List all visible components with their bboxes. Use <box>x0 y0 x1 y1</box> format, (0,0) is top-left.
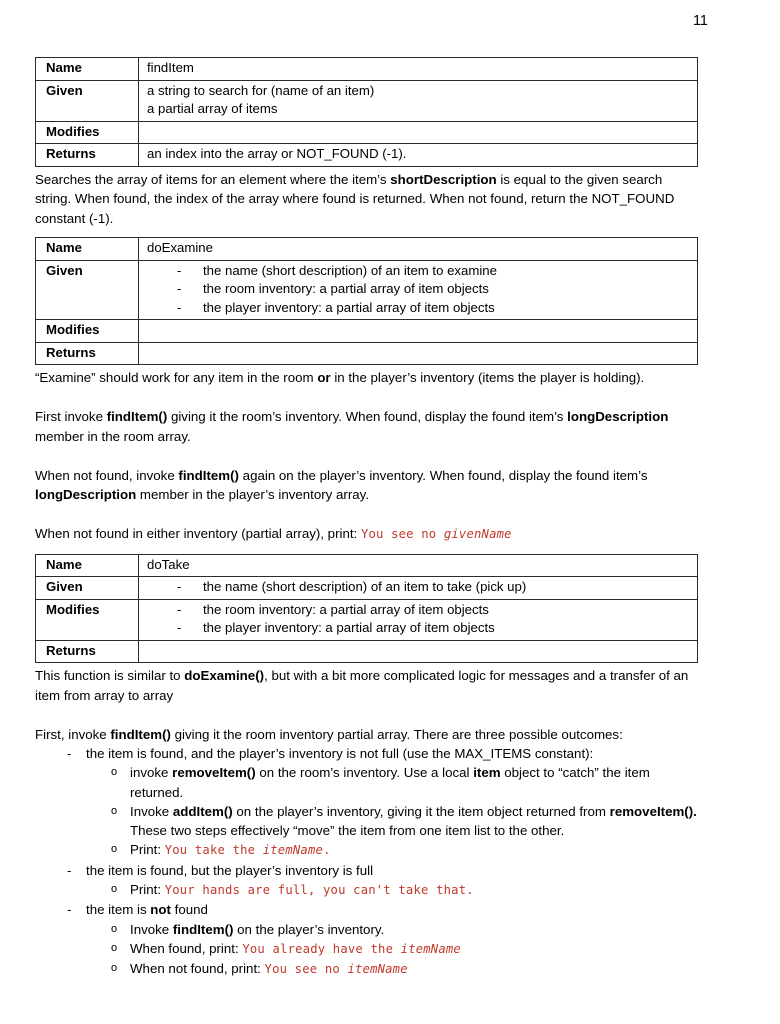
table-row <box>36 80 698 121</box>
dash-bullet: - <box>177 601 182 617</box>
row-label: Given <box>36 260 139 320</box>
list-item <box>86 939 698 959</box>
row-label: Name <box>36 238 139 261</box>
list-item <box>86 920 698 939</box>
row-label: Modifies <box>36 121 139 144</box>
circle-bullet-icon: o <box>111 843 118 856</box>
circle-bullet-icon: o <box>111 766 118 779</box>
dash-bullet: - <box>177 579 182 594</box>
list-item <box>86 802 698 841</box>
table-row <box>36 599 698 640</box>
note-bold-finditem: findItem() <box>110 726 171 742</box>
table-row <box>36 58 698 81</box>
row-value-line: a partial array of items <box>147 101 278 116</box>
step-bold-removeitem: removeItem(). <box>609 803 697 819</box>
row-value <box>139 320 698 343</box>
table-row <box>36 342 698 365</box>
doExamine-spec-table <box>35 237 698 365</box>
list-item <box>147 619 697 638</box>
circle-bullet-icon: o <box>111 883 118 896</box>
doTake-spec-table <box>35 554 698 664</box>
table-row <box>36 144 698 167</box>
note-text: member in the player’s inventory array. <box>136 487 370 502</box>
outcome-sublist <box>86 763 698 860</box>
row-value <box>139 80 698 121</box>
step-text: Invoke <box>130 803 173 819</box>
row-value <box>139 640 698 663</box>
row-value: doTake <box>139 554 698 577</box>
note-bold-finditem: findItem() <box>106 409 168 424</box>
note-bold-or: or <box>317 370 331 385</box>
note-bold-longdescription: longDescription <box>35 487 137 502</box>
findItem-spec-table <box>35 57 698 167</box>
row-value <box>139 260 698 320</box>
desc-text: is equal to the given search string. When found, the index of the array where found is returned. When not found, return the NOT_FOUND constant (-1). <box>35 171 675 226</box>
doTake-note-1 <box>35 666 698 705</box>
step-bold-additem: addItem() <box>172 803 233 819</box>
circle-bullet-icon: o <box>111 941 118 954</box>
circle-bullet-icon: o <box>111 922 118 935</box>
step-text: Print: <box>130 882 165 898</box>
note-text: First, invoke <box>35 726 111 742</box>
doTake-note-2 <box>35 725 698 745</box>
list-item <box>147 601 697 620</box>
note-bold-finditem: findItem() <box>178 467 239 483</box>
step-bold-item: item <box>473 765 501 781</box>
table-row <box>36 238 698 261</box>
doExamine-note-3 <box>35 466 698 505</box>
page-number: 11 <box>692 13 708 29</box>
code-output-placeholder: givenName <box>443 527 512 541</box>
note-text: again on the player’s inventory. When found, display the found item’s <box>238 467 648 483</box>
code-output-placeholder: itemName <box>400 941 461 956</box>
row-label: Given <box>36 80 139 121</box>
circle-bullet-icon: o <box>111 962 118 975</box>
row-label: Returns <box>36 640 139 663</box>
document-content <box>35 57 698 980</box>
note-text: First invoke <box>35 409 107 424</box>
outcome-bold-not: not <box>150 902 171 918</box>
desc-text: Searches the array of items for an element where the item’s <box>35 171 391 187</box>
row-label: Modifies <box>36 599 139 640</box>
outcome-sublist <box>86 880 698 900</box>
outcome-sublist <box>86 920 698 980</box>
step-bold-finditem: findItem() <box>172 921 234 937</box>
step-text: invoke <box>130 765 173 781</box>
circle-bullet-icon: o <box>111 804 118 817</box>
list-item-label: the name (short description) of an item to take (pick up) <box>203 579 527 594</box>
row-bullet-list <box>147 601 697 638</box>
step-text: on the room’s inventory. Use a local <box>255 765 474 781</box>
row-value: doExamine <box>139 238 698 261</box>
table-row <box>36 320 698 343</box>
row-value: findItem <box>139 58 698 81</box>
note-bold-doexamine: doExamine() <box>184 668 265 683</box>
doExamine-note-1 <box>35 368 698 388</box>
list-item <box>147 280 697 299</box>
note-text: When not found in either inventory (partial array), print: <box>35 526 361 541</box>
note-text: When not found, invoke <box>35 467 179 483</box>
row-label: Name <box>36 554 139 577</box>
step-text: on the player’s inventory. <box>233 921 385 937</box>
dash-bullet: - <box>177 620 182 635</box>
row-value-line: a string to search for (name of an item) <box>147 82 375 98</box>
list-item <box>86 959 698 979</box>
table-row <box>36 554 698 577</box>
list-item <box>147 262 697 281</box>
row-value <box>139 121 698 144</box>
list-item <box>35 900 698 979</box>
list-item-label: the room inventory: a partial array of item objects <box>203 281 489 296</box>
list-item-label: the room inventory: a partial array of item objects <box>203 601 489 617</box>
code-output-placeholder: itemName <box>347 962 408 977</box>
row-value <box>139 599 698 640</box>
list-item-label: the name (short description) of an item to examine <box>203 262 497 278</box>
step-text: object to “catch” the item returned. <box>130 765 650 800</box>
doExamine-note-4 <box>35 524 698 545</box>
note-text: , but with a bit more complicated logic for messages and a transfer of an item from array to array <box>35 668 689 703</box>
step-text: When found, print: <box>130 940 243 956</box>
row-label: Modifies <box>36 320 139 343</box>
note-bold-longdescription: longDescription <box>567 409 669 424</box>
row-value <box>139 342 698 365</box>
table-row <box>36 121 698 144</box>
dash-bullet: - <box>67 862 72 878</box>
row-label: Given <box>36 577 139 600</box>
table-row <box>36 260 698 320</box>
code-output-message: You take the <box>164 843 263 858</box>
code-output-message: You see no <box>264 962 348 977</box>
outcome-label: the item is <box>86 902 151 918</box>
note-text: giving it the room’s inventory. When found, display the found item’s <box>167 409 568 424</box>
row-value <box>139 577 698 600</box>
list-item-label: the player inventory: a partial array of item objects <box>203 620 495 635</box>
step-bold-removeitem: removeItem() <box>172 765 256 781</box>
list-item <box>147 299 697 318</box>
list-item-label: the player inventory: a partial array of item objects <box>203 299 495 315</box>
step-text: on the player’s inventory, giving it the item object returned from <box>232 803 610 819</box>
doTake-outcomes-list <box>35 744 698 980</box>
step-text: These two steps effectively “move” the item from one item list to the other. <box>130 823 565 839</box>
row-label: Name <box>36 58 139 81</box>
outcome-label: found <box>170 902 208 918</box>
table-row <box>36 640 698 663</box>
step-text: Invoke <box>130 921 173 937</box>
code-output-message: You already have the <box>242 941 401 956</box>
note-text: giving it the room inventory partial array. There are three possible outcomes: <box>170 726 623 742</box>
list-item <box>86 840 698 860</box>
list-item <box>35 861 698 901</box>
list-item <box>147 578 697 597</box>
note-text: This function is similar to <box>35 668 185 683</box>
code-output-period: . <box>323 843 331 858</box>
outcome-label: the item is found, and the player’s inventory is not full (use the MAX_ITEMS constant): <box>86 746 594 761</box>
table-row <box>36 577 698 600</box>
outcome-label: the item is found, but the player’s inventory is full <box>86 862 374 878</box>
row-value: an index into the array or NOT_FOUND (-1). <box>139 144 698 167</box>
step-text: Print: <box>130 842 165 858</box>
row-label: Returns <box>36 342 139 365</box>
dash-bullet: - <box>177 299 182 315</box>
list-item <box>35 744 698 861</box>
desc-bold-shortdescription: shortDescription <box>390 171 497 187</box>
doExamine-note-2 <box>35 407 698 446</box>
note-text: member in the room array. <box>35 428 191 444</box>
dash-bullet: - <box>177 281 182 296</box>
note-text: “Examine” should work for any item in the room <box>35 370 318 385</box>
code-output-placeholder: itemName <box>262 843 324 858</box>
dash-bullet: - <box>177 262 182 278</box>
code-output-message: Your hands are full, you can't take that. <box>164 883 474 898</box>
row-bullet-list <box>147 578 697 597</box>
list-item <box>86 763 698 802</box>
note-text: in the player’s inventory (items the player is holding). <box>330 370 645 385</box>
list-item <box>86 880 698 900</box>
findItem-description <box>35 170 698 229</box>
code-output-message: You see no <box>360 527 444 541</box>
row-label: Returns <box>36 144 139 167</box>
step-text: When not found, print: <box>130 961 265 977</box>
dash-bullet: - <box>67 902 72 918</box>
dash-bullet: - <box>67 746 72 761</box>
row-bullet-list <box>147 262 697 318</box>
